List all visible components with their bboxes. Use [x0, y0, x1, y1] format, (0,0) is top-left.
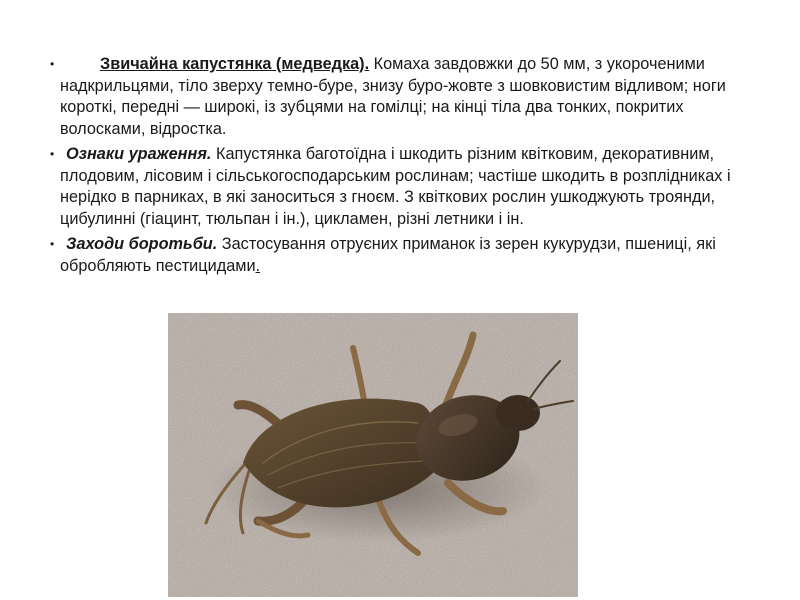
item-text: [50, 54, 770, 140]
bullet-marker: •: [50, 57, 55, 71]
bullet-marker: •: [50, 237, 55, 251]
item-description: Застосування отруєних приманок із зерен кукурудзи, пшениці, які обробляють пестицидами: [60, 235, 716, 275]
mole-cricket-photo: [168, 313, 578, 597]
list-item: [50, 54, 770, 140]
item-term: Заходи боротьби.: [66, 235, 218, 253]
mole-cricket-illustration: [168, 313, 578, 597]
item-term: Звичайна капустянка (медведка).: [100, 55, 370, 73]
bullet-list: [50, 54, 770, 281]
item-term: Ознаки ураження.: [66, 145, 212, 163]
item-text: [50, 234, 770, 277]
item-text: [50, 144, 770, 230]
item-description: Капустянка баготоїдна і шкодить різним квітковим, декоративним, плодовим, лісовим і сільськогосподарським рослинам; частіше шкодить в розплідниках і нерідко в парниках, в які заноситься з гноєм. З квіткових рослин ушкоджують троянди, цибулинні (гіацинт, тюльпан і ін.), цикламен, різні летники і ін.: [60, 145, 731, 228]
item-description: Комаха завдовжки до 50 мм, з укороченими надкрильцями, тіло зверху темно-буре, знизу буро-жовте з шовковистим відливом; ноги короткі, передні — широкі, із зубцями на гомілці; на кінці тіла два тонких, покритих волосками, відростка.: [60, 55, 726, 138]
list-item: [50, 144, 770, 230]
bullet-marker: •: [50, 147, 55, 161]
list-item: [50, 234, 770, 277]
item-tail: .: [255, 256, 261, 275]
